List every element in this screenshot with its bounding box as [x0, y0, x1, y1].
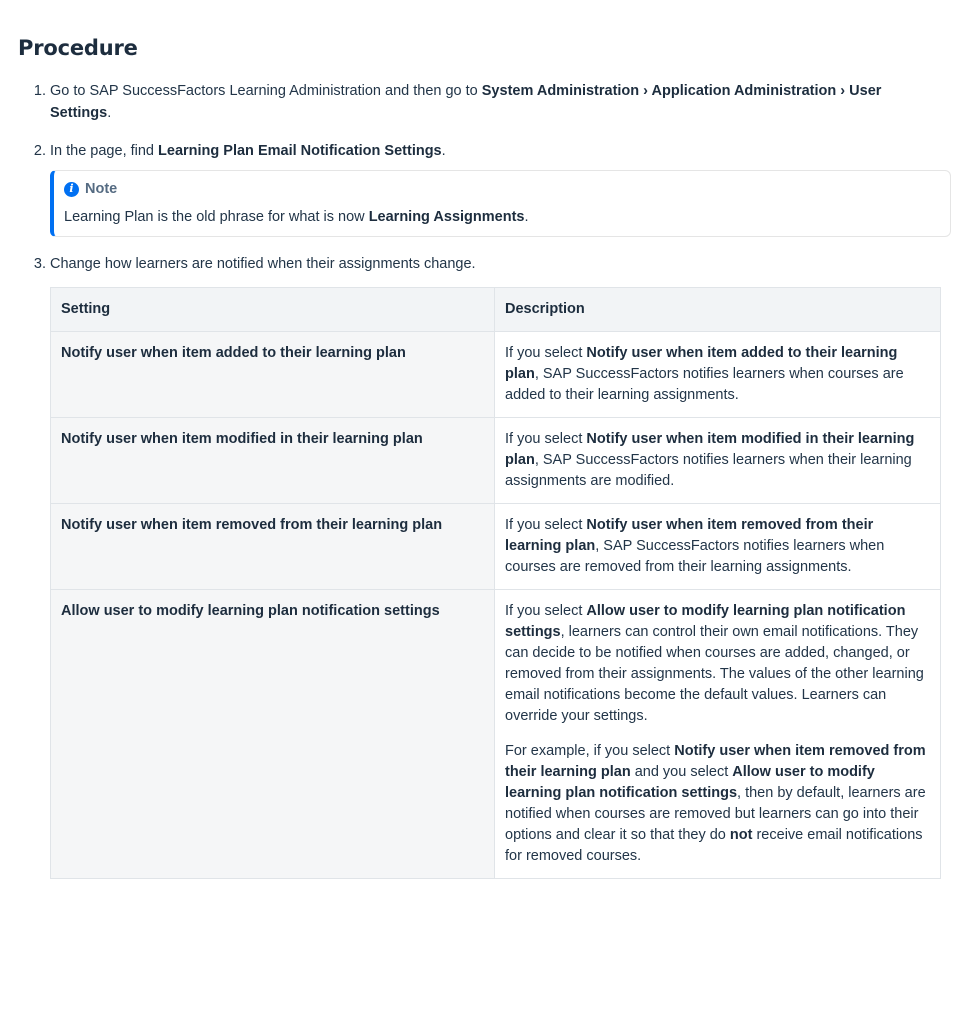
- description-cell: If you select Notify user when item added to their learning plan, SAP SuccessFactors notifies learners when courses are added to their learning assignments.: [495, 332, 941, 418]
- step-3: 3. Change how learners are notified when their assignments change. Setting Description Notify user when item added to their learning plan If you select Notify user when item added to their learning plan, SAP SuccessFactors notifies learners when courses are added to their learning assignments. Notify user when item modified in their learning plan If you select Notify user when item modified in their learning plan, SAP SuccessFactors notifies learners when their learning assignments are modified. Notify user when item removed from their learning plan If you select Notify user when item removed from their learning plan, SAP SuccessFactors notifies learners when courses are removed from their learning assignments. Allow user to modify learning plan notification settings If you select Allow user to modify learning plan notification settings, learners can control their own email notifications. They can decide to be notified when courses are added, changed, or removed from their assignments. The values of the other learning email notifications become the default values. Learners can override your settings. For example, if you select Notify user when item removed from their learning plan and you select Allow user to modify learning plan notification settings, then by default, learners are notified when courses are removed but learners can go into their options and clear it so that they do not receive email notifications for removed courses.: [50, 253, 943, 879]
- menu-path-user-settings: User Settings: [50, 83, 882, 121]
- menu-path-application-administration: Application Administration: [651, 83, 837, 99]
- setting-cell: Notify user when item modified in their learning plan: [51, 418, 495, 504]
- column-header-setting: Setting: [51, 288, 495, 332]
- description-cell: If you select Notify user when item modified in their learning plan, SAP SuccessFactors notifies learners when their learning assignments are modified.: [495, 418, 941, 504]
- column-header-description: Description: [495, 288, 941, 332]
- procedure-section: [18, 36, 943, 895]
- setting-cell: Allow user to modify learning plan notification settings: [51, 590, 495, 879]
- note-title: Note: [85, 181, 118, 197]
- setting-cell: Notify user when item added to their learning plan: [51, 332, 495, 418]
- note-box: [50, 170, 951, 237]
- table-row: [51, 418, 941, 504]
- table-header-row: [51, 288, 941, 332]
- menu-path-system-administration: System Administration: [481, 83, 640, 99]
- procedure-steps: [18, 80, 943, 879]
- setting-cell: Notify user when item removed from their learning plan: [51, 504, 495, 590]
- description-cell: If you select Allow user to modify learning plan notification settings, learners can control their own email notifications. They can decide to be notified when courses are added, changed, or removed from their assignments. The values of the other learning email notifications become the default values. Learners can override your settings. For example, if you select Notify user when item removed from their learning plan and you select Allow user to modify learning plan notification settings, then by default, learners are notified when courses are removed but learners can go into their options and clear it so that they do not receive email notifications for removed courses.: [495, 590, 941, 879]
- step-1: 1. Go to SAP SuccessFactors Learning Administration and then go to System Administration › Application Administration › User Settings.: [50, 80, 943, 124]
- table-row: [51, 504, 941, 590]
- table-row: [51, 590, 941, 879]
- step-2: 2. In the page, find Learning Plan Email Notification Settings. i Note Learning Plan is the old phrase for what is now Learning Assignments.: [50, 140, 943, 237]
- note-body: Learning Plan is the old phrase for what is now Learning Assignments.: [64, 209, 529, 225]
- table-row: [51, 332, 941, 418]
- description-cell: If you select Notify user when item removed from their learning plan, SAP SuccessFactors notifies learners when courses are removed from their learning assignments.: [495, 504, 941, 590]
- settings-table: [50, 287, 941, 879]
- info-icon: i: [64, 182, 79, 197]
- page-title: Procedure: [18, 36, 138, 60]
